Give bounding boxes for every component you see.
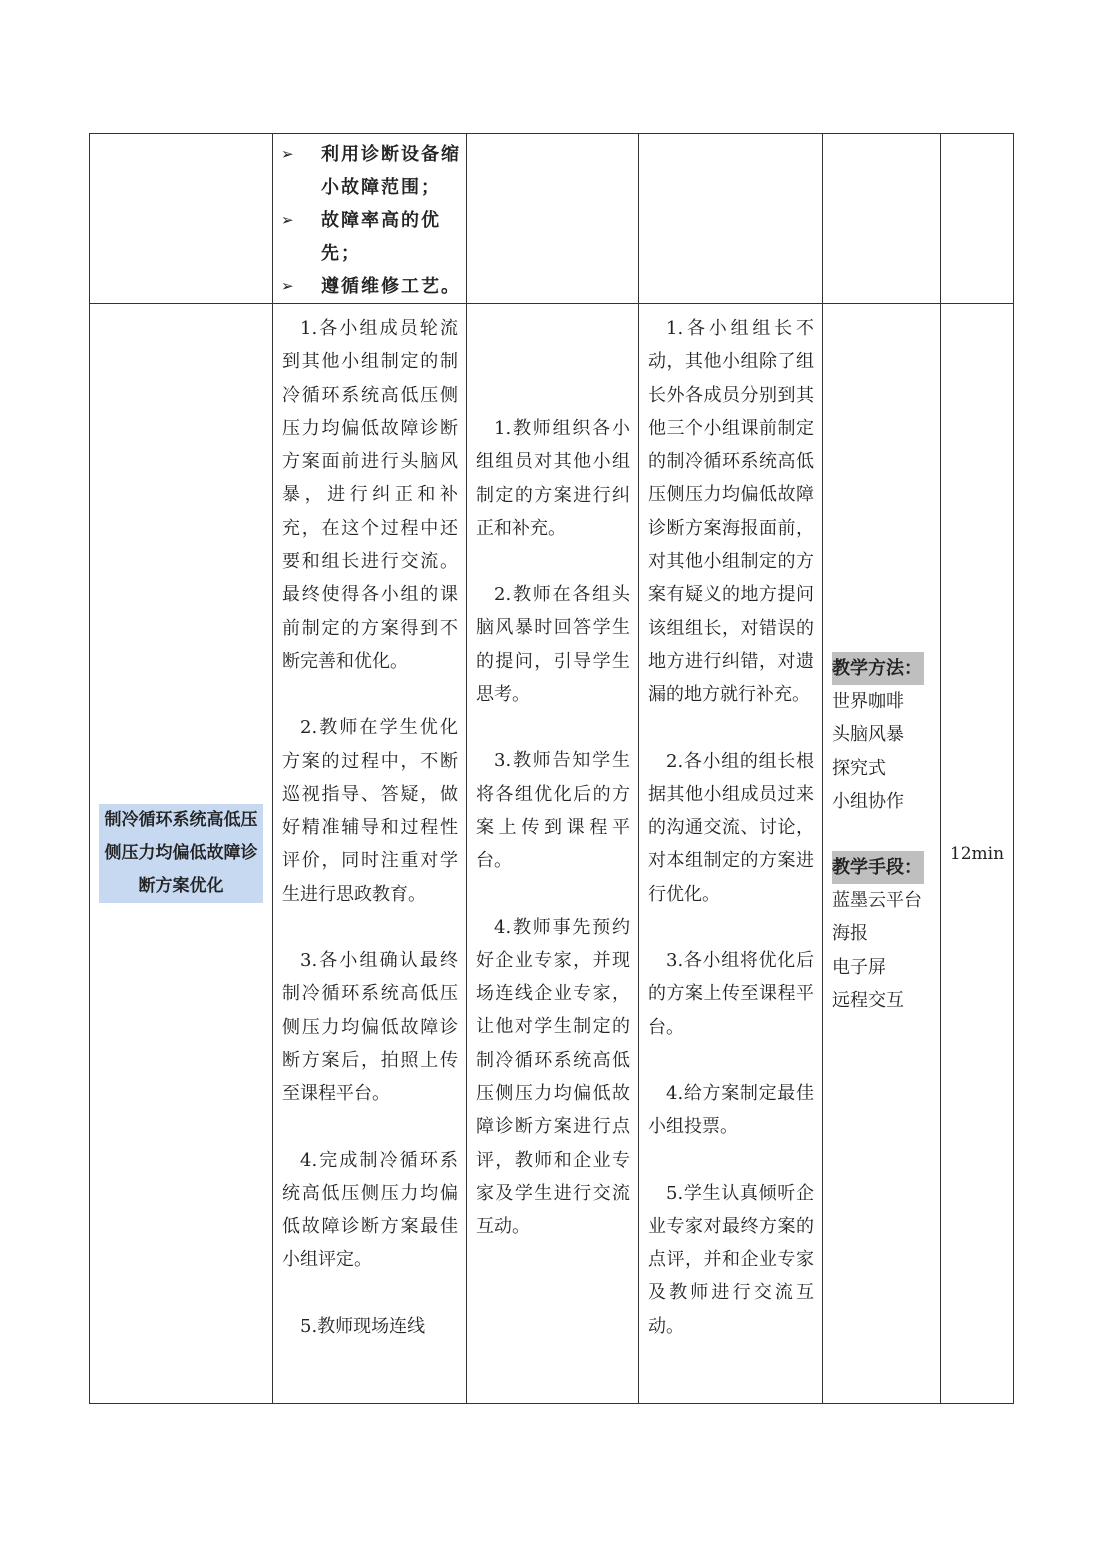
paragraph: 1.各小组成员轮流到其他小组制定的制冷循环系统高低压侧压力均偏低故障诊断方案面前进行头脑风暴，进行纠正和补充，在这个过程中还要和组长进行交流。最终使得各小组的课前制定的方案得到不断完善和优化。 bbox=[282, 318, 458, 672]
method-item: 小组协作 bbox=[832, 790, 904, 812]
means-item: 远程交互 bbox=[832, 990, 904, 1012]
empty-cell bbox=[467, 134, 639, 304]
means-item: 海报 bbox=[832, 923, 868, 945]
method-item: 探究式 bbox=[832, 757, 886, 779]
learner-activity-cell bbox=[639, 304, 823, 1404]
principles-cell bbox=[273, 134, 467, 304]
paragraph: 5.教师现场连线 bbox=[300, 1315, 426, 1337]
stage-cell-empty bbox=[90, 134, 273, 304]
student-activity-cell bbox=[273, 304, 467, 1404]
paragraph: 2.各小组的组长根据其他小组成员过来的沟通交流、讨论，对本组制定的方案进行优化。 bbox=[648, 750, 814, 905]
paragraph: 3.教师告知学生将各组优化后的方案上传到课程平台。 bbox=[476, 750, 630, 872]
arrow-bullet-icon: ➢ bbox=[281, 277, 296, 295]
paragraph: 1.各小组组长不动，其他小组除了组长外各成员分别到其他三个小组课前制定的制冷循环系统高低压侧压力均偏低故障诊断方案海报面前，对其他小组制定的方案有疑义的地方提问该组组长，对错误的地方进行纠错，对遗漏的地方就行补充。 bbox=[648, 318, 814, 706]
table-row bbox=[90, 134, 1014, 304]
means-item: 电子屏 bbox=[832, 956, 886, 978]
empty-cell bbox=[941, 134, 1014, 304]
arrow-bullet-icon: ➢ bbox=[281, 145, 296, 163]
empty-cell bbox=[823, 134, 941, 304]
stage-cell bbox=[90, 304, 273, 1404]
method-item: 头脑风暴 bbox=[832, 724, 904, 746]
methods-label: 教学方法： bbox=[832, 652, 924, 685]
method-item: 世界咖啡 bbox=[832, 691, 904, 712]
teacher-activity-cell bbox=[467, 304, 639, 1404]
paragraph: 2.教师在各组头脑风暴时回答学生的提问，引导学生思考。 bbox=[476, 584, 630, 706]
arrow-bullet-icon: ➢ bbox=[281, 211, 296, 229]
principles-list bbox=[273, 134, 466, 303]
paragraph: 1.教师组织各小组组员对其他小组制定的方案进行纠正和补充。 bbox=[476, 418, 630, 539]
list-item: ➢ 故障率高的优先； bbox=[281, 204, 466, 270]
means-item: 蓝墨云平台 bbox=[832, 890, 922, 912]
list-item: ➢ 利用诊断设备缩小故障范围； bbox=[281, 138, 466, 204]
paragraph: 4.教师事先预约好企业专家，并现场连线企业专家，让他对学生制定的制冷循环系统高低压侧压力均偏低故障诊断方案进行点评，教师和企业专家及学生进行交流互动。 bbox=[476, 916, 630, 1238]
lesson-plan-table bbox=[89, 133, 1014, 1404]
table-row bbox=[90, 304, 1014, 1404]
list-item: ➢ 遵循维修工艺。 bbox=[281, 270, 466, 303]
means-label: 教学手段： bbox=[832, 851, 924, 884]
paragraph: 4.给方案制定最佳小组投票。 bbox=[648, 1082, 814, 1138]
paragraph: 2.教师在学生优化方案的过程中，不断巡视指导、答疑，做好精准辅导和过程性评价，同时注重对学生进行思政教育。 bbox=[282, 717, 458, 905]
paragraph: 3.各小组将优化后的方案上传至课程平台。 bbox=[648, 950, 814, 1038]
methods-cell bbox=[823, 304, 941, 1404]
time-cell: 12min bbox=[941, 304, 1014, 1404]
stage-title: 制冷循环系统高低压侧压力均偏低故障诊断方案优化 bbox=[99, 804, 263, 903]
paragraph: 4.完成制冷循环系统高低压侧压力均偏低故障诊断方案最佳小组评定。 bbox=[282, 1149, 458, 1271]
empty-cell bbox=[639, 134, 823, 304]
paragraph: 5.学生认真倾听企业专家对最终方案的点评，并和企业专家及教师进行交流互动。 bbox=[648, 1182, 814, 1337]
paragraph: 3.各小组确认最终制冷循环系统高低压侧压力均偏低故障诊断方案后，拍照上传至课程平台。 bbox=[282, 950, 458, 1105]
